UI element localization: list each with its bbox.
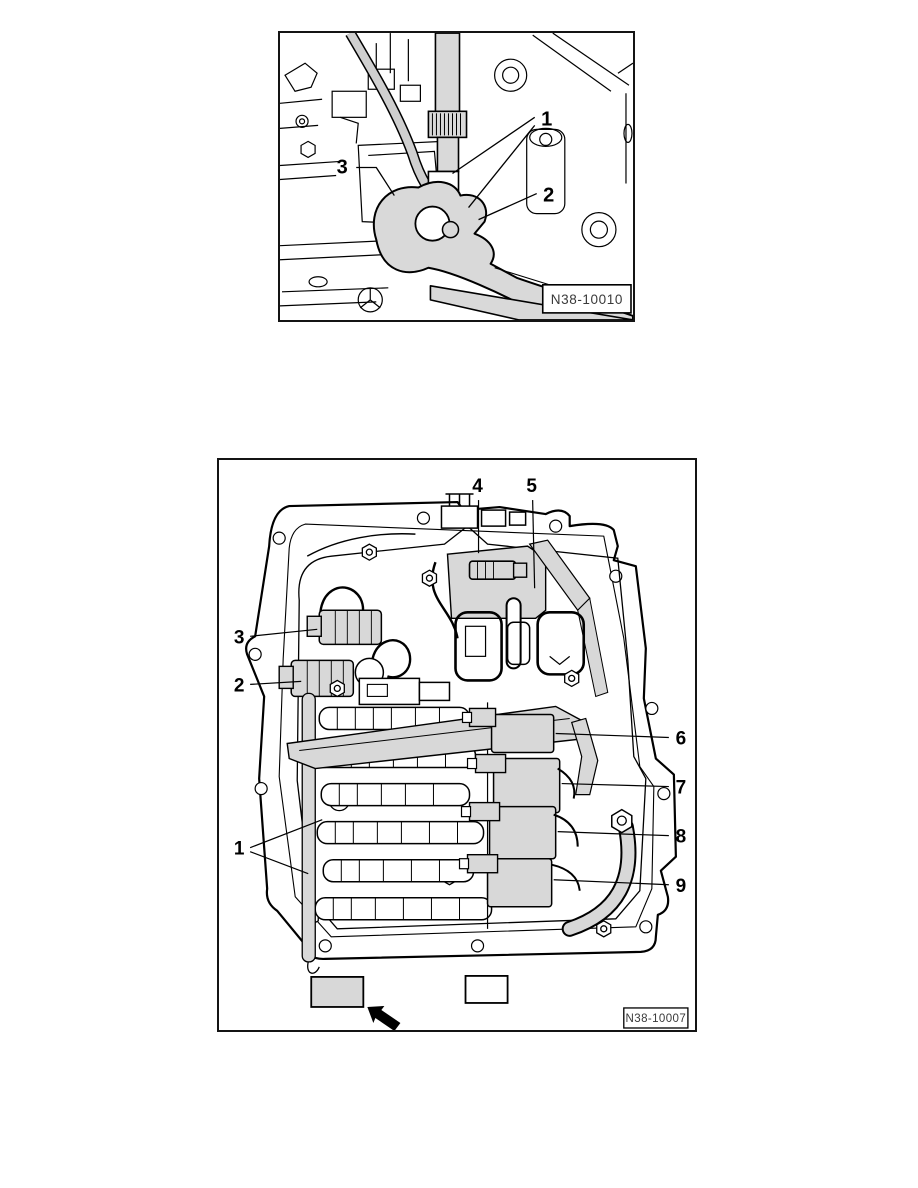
figure-code-text: N38-10007 <box>625 1012 687 1025</box>
callout-3-label: 3 <box>336 156 348 179</box>
bottom-tabs <box>311 976 507 1007</box>
callout-2-label: 2 <box>233 675 245 697</box>
sensor-block-shaded <box>447 540 607 696</box>
direction-arrow <box>367 1006 400 1030</box>
callout-6-label: 6 <box>675 728 687 750</box>
union-nut-wrench-illustration <box>280 33 633 320</box>
figure-code-text: N38-10010 <box>550 291 624 307</box>
figure-union-nut-wrench <box>278 31 635 322</box>
valve-body-illustration <box>219 460 695 1030</box>
callout-1-leader-line-2 <box>469 125 535 207</box>
harness-connector <box>441 494 525 528</box>
callout-8-label: 8 <box>675 826 687 848</box>
callout-8-leader-line <box>558 832 669 836</box>
callout-1-label: 1 <box>233 838 245 860</box>
callout-9-label: 9 <box>675 875 687 897</box>
callout-1-label: 1 <box>541 108 553 131</box>
callout-2-leader-line <box>479 194 537 220</box>
callout-1-leader-line-2 <box>250 852 308 874</box>
callout-4-label: 4 <box>472 476 483 498</box>
callout-7-label: 7 <box>675 777 687 799</box>
figure-code-badge <box>543 285 631 313</box>
callout-3-label: 3 <box>233 627 245 649</box>
callout-3-leader-line <box>356 167 394 195</box>
plain-tab <box>466 976 508 1003</box>
callout-2-label: 2 <box>543 184 555 207</box>
callout-5-label: 5 <box>526 476 537 498</box>
shaded-tab <box>311 977 363 1007</box>
figure-code-badge <box>624 1008 688 1028</box>
figure-valve-body <box>217 458 697 1032</box>
left-solenoids <box>279 610 449 704</box>
